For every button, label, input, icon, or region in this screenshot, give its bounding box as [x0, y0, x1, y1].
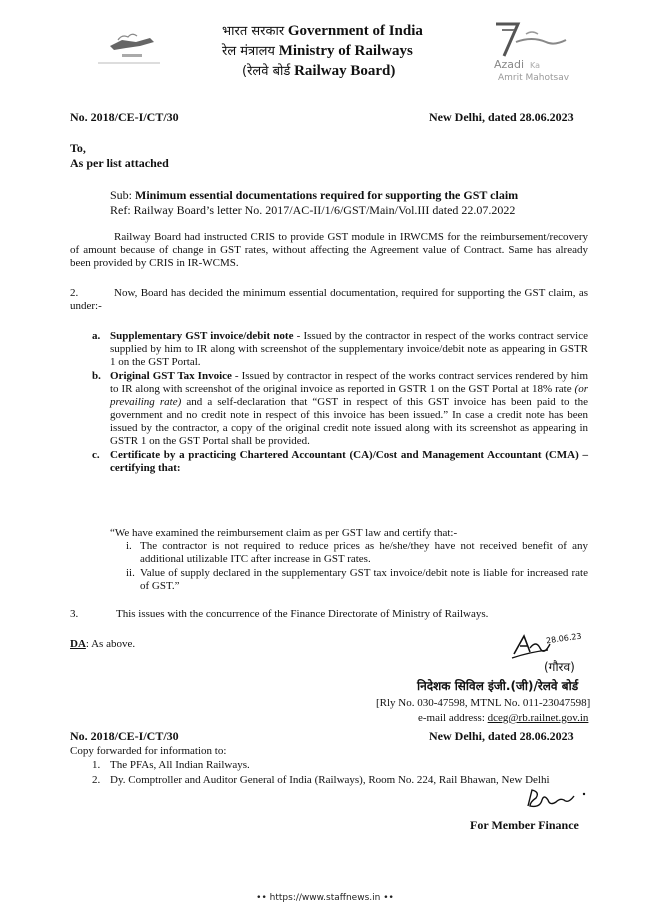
subject-label: Sub:: [110, 188, 133, 202]
list-item-title: Supplementary GST invoice/debit note: [110, 330, 294, 342]
certificate-intro: “We have examined the reimbursement claim as per GST law and certify that:-: [110, 527, 458, 539]
footer-left-marks: ••: [256, 893, 267, 903]
footer-right-marks: ••: [383, 893, 394, 903]
list-item: [92, 774, 588, 787]
list-item-text-cont: and a self-declaration that “GST in respect of this GST invoice has been paid to the government and no credit note in respect of this invoice has been issued.” In case a credit note has been issued by the contractor, a copy of the original credit note issued along with its screenshot as appearing in GSTR 1 on the GST Portal shall be provided.: [110, 396, 588, 447]
list-item-marker: 1.: [92, 759, 101, 771]
for-member-finance: For Member Finance: [470, 818, 579, 832]
reference-line: [110, 203, 515, 217]
subject-line: [110, 188, 518, 202]
header-govt: [222, 22, 423, 41]
list-item: [92, 330, 588, 369]
reference-text: Railway Board’s letter No. 2017/AC-II/1/6/GST/Main/Vol.III dated 22.07.2022: [133, 203, 516, 217]
paragraph-3-text: This issues with the concurrence of the Finance Directorate of Ministry of Railways.: [116, 608, 489, 620]
list-item-title: Original GST Tax Invoice: [110, 370, 232, 382]
signatory-email-line: [418, 712, 588, 725]
list-item-marker: i.: [126, 540, 132, 552]
to-value: As per list attached: [70, 156, 169, 170]
header-govt-english: Government of India: [287, 23, 423, 39]
header-ministry-hindi: रेल मंत्रालय: [222, 44, 275, 59]
signature-date: 28.06.23: [545, 631, 583, 646]
list-item-marker: c.: [92, 449, 100, 461]
list-item-text: The contractor is not required to reduce prices as he/she/they have not received benefit of any additional utilizable ITC after increase in GST rates.: [140, 540, 588, 565]
paragraph-2: [70, 287, 588, 313]
list-item: [92, 759, 588, 772]
certificate-points: [126, 540, 588, 593]
list-item-italic: (or prevailing rate): [110, 383, 588, 408]
subject-text: Minimum essential documentations required for supporting the GST claim: [135, 188, 519, 202]
svg-text:Amrit Mahotsav: Amrit Mahotsav: [498, 73, 570, 83]
second-signature-scribble: [524, 786, 590, 812]
list-item: [92, 449, 588, 475]
paragraph-3: [70, 608, 588, 621]
header-board-english: Railway Board): [294, 63, 396, 79]
list-item-title: Certificate by a practicing Chartered Accountant (CA)/Cost and Management Accountant (CMA) – certifying that:: [110, 449, 588, 474]
paragraph-3-number: 3.: [70, 608, 79, 620]
header-ministry-english: Ministry of Railways: [278, 43, 413, 59]
svg-text:Ka: Ka: [530, 61, 541, 70]
copy-list: [92, 759, 588, 787]
list-item-text: - Issued by contractor in respect of the works contract services rendered by him to IR along with screenshot of the original invoice as reported in GSTR 1 on the GST Portal at 18% rate: [110, 370, 589, 395]
list-item-text: Dy. Comptroller and Auditor General of India (Railways), Room No. 224, Rail Bhawan, New Delhi: [110, 774, 550, 786]
paragraph-2-text: Now, Board has decided the minimum essential documentation, required for supporting the GST claim, as under:-: [70, 287, 588, 312]
paragraph-1: Railway Board had instructed CRIS to provide GST module in IRWCMS for the reimbursement/recovery of amount because of change in GST rates, without affecting the Agreement value of Contract. Same has already been provided by CRIS in IR-WCMS.: [70, 231, 588, 269]
ref-number: No. 2018/CE-I/CT/30: [70, 110, 179, 124]
copy-intro: Copy forwarded for information to:: [70, 745, 227, 757]
copy-place-date: New Delhi, dated 28.06.2023: [429, 729, 574, 743]
paragraph-2-number: 2.: [70, 287, 79, 299]
list-item-text: - Issued by the contractor in respect of the works contract service supplied by him to IR along with screenshot of the supplementary invoice/debit note as appearing in GSTR 1 on the GST Portal.: [110, 330, 589, 368]
azadi-ka-amrit-mahotsav-logo: [488, 16, 598, 86]
footer: [0, 893, 650, 903]
header-govt-hindi: भारत सरकार: [222, 24, 285, 39]
email-label: e-mail address:: [418, 712, 488, 724]
svg-text:Azadi: Azadi: [494, 58, 525, 71]
da-label: DA: [70, 638, 86, 650]
requirements-list: [92, 330, 588, 475]
copy-ref-number: No. 2018/CE-I/CT/30: [70, 729, 179, 743]
list-item: [92, 370, 588, 448]
to-label: To,: [70, 141, 86, 155]
list-item: [126, 540, 588, 566]
da-text: : As above.: [85, 638, 136, 650]
list-item-marker: 2.: [92, 774, 101, 786]
signatory-designation-hindi: निदेशक सिविल इंजी.(जी)/रेलवे बोर्ड: [417, 679, 579, 693]
da-line: [70, 638, 135, 651]
header-board-hindi: (रेलवे बोर्ड: [242, 64, 291, 79]
national-emblem: [92, 20, 172, 72]
list-item-marker: b.: [92, 370, 101, 382]
header-ministry: [222, 42, 413, 61]
reference-label: Ref:: [110, 203, 131, 217]
header-board: [242, 62, 395, 81]
footer-url-link[interactable]: https://www.staffnews.in: [269, 893, 381, 903]
list-item-text: Value of supply declared in the supplementary GST tax invoice/debit note is liable for increased rate of GST.”: [140, 567, 588, 592]
email-link[interactable]: dceg@rb.railnet.gov.in: [487, 712, 589, 724]
place-date: New Delhi, dated 28.06.2023: [429, 110, 574, 124]
list-item: [126, 567, 588, 593]
signatory-name-hindi: (गौरव): [544, 660, 575, 674]
list-item-marker: a.: [92, 330, 101, 342]
list-item-text: The PFAs, All Indian Railways.: [110, 759, 250, 771]
signatory-phone: [Rly No. 030-47598, MTNL No. 011-23047598]: [376, 697, 591, 709]
list-item-marker: ii.: [126, 567, 135, 579]
